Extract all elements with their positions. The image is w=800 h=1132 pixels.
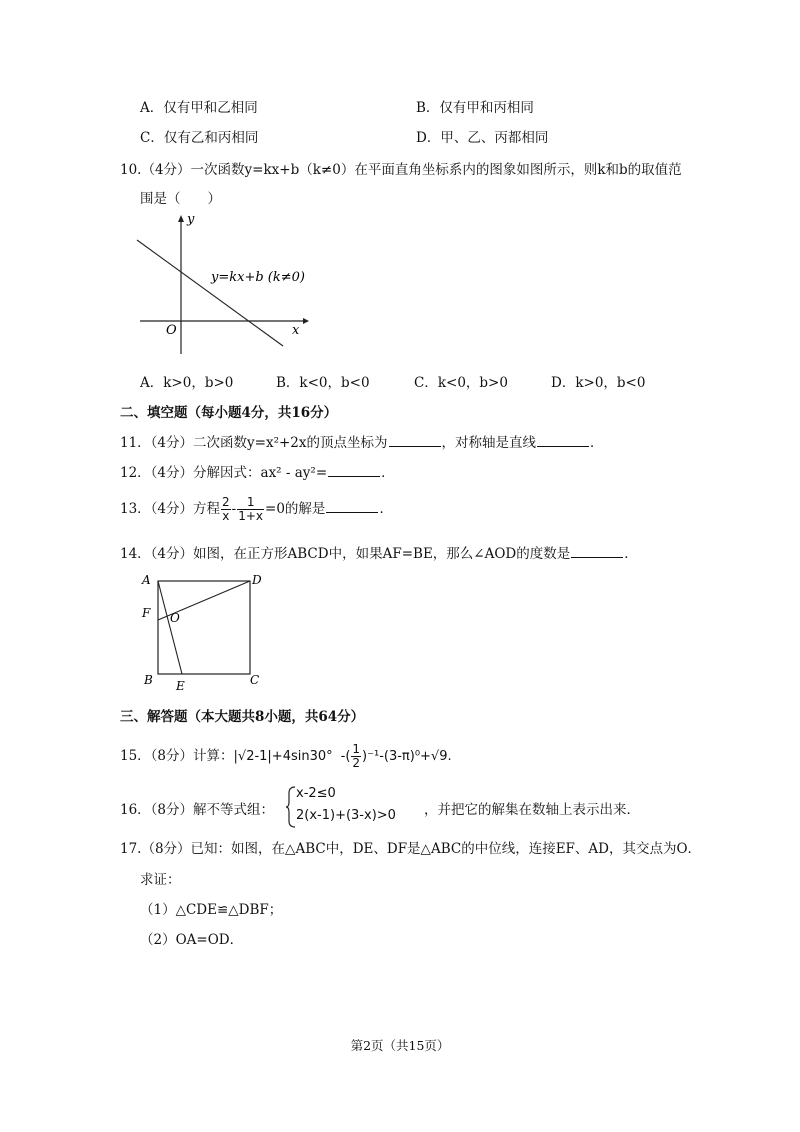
origin-label: O [166, 323, 177, 338]
label-o: O [170, 611, 180, 625]
x-axis-arrow [303, 318, 309, 324]
q10-linear-function-graph [135, 210, 310, 358]
line-equation-label: y=kx+b (k≠0) [211, 270, 305, 285]
label-a: A [142, 573, 151, 587]
q13-minus: - [231, 501, 237, 517]
section3-title: 三、解答题（本大题共8小题，共64分） [120, 709, 365, 725]
page-footer: 第2页（共15页） [350, 1038, 450, 1053]
q9-option-c: C．仅有乙和丙相同 [140, 130, 259, 146]
q10-option-c: C．k<0，b>0 [414, 375, 508, 391]
q12-suffix: ． [381, 465, 395, 481]
q13 [120, 496, 393, 523]
q10-option-d: D．k>0，b<0 [551, 375, 646, 391]
q11-prefix: 11．（4分）二次函数y=x²+2x的顶点坐标为 [120, 435, 388, 451]
function-line [137, 240, 283, 346]
q10-option-a: A．k>0，b>0 [140, 375, 234, 391]
q11-blank-1 [389, 434, 441, 447]
q14-prefix: 14．（4分）如图，在正方形ABCD中，如果AF=BE，那么∠AOD的度数是 [120, 546, 571, 562]
y-axis-arrow [178, 215, 184, 222]
q16-prefix: 16．（8分）解不等式组： [120, 802, 275, 818]
label-e: E [176, 679, 185, 693]
q15 [120, 743, 452, 770]
q9-option-a: A．仅有甲和乙相同 [140, 100, 258, 116]
q13-suffix: ． [379, 501, 393, 517]
q10-stem-line2: 围是（ ） [140, 191, 221, 207]
q12-blank [328, 464, 380, 477]
label-f: F [142, 606, 151, 620]
q15-expr-3: )⁻¹-(3-π)⁰+√9. [362, 749, 452, 764]
q14-blank [571, 545, 623, 558]
q15-expr-2: -( [340, 749, 351, 764]
q15-prefix: 15．（8分）计算： [120, 748, 234, 764]
q12-prefix: 12．（4分）分解因式：ax² - ay²= [120, 465, 328, 481]
q16-suffix: ，并把它的解集在数轴上表示出来． [424, 802, 640, 818]
square-abcd [158, 581, 250, 674]
segment-ae [158, 581, 182, 674]
q14-suffix: ． [624, 546, 638, 562]
q15-fraction: $\frac{1}{2}$ [352, 742, 361, 770]
q14 [120, 545, 638, 563]
q17-line1: 17.（8分）已知：如图，在△ABC中，DE、DF是△ABC的中位线，连接EF、AD，其交点为O． [120, 841, 702, 857]
q11-blank-2 [537, 434, 589, 447]
q10-stem-line1: 10.（4分）一次函数y=kx+b（k≠0）在平面直角坐标系内的图象如图所示，则k和b的取值范 [120, 162, 682, 178]
q13-fraction-1: $\frac{2}{x}$ [222, 495, 230, 523]
label-d: D [252, 573, 262, 587]
q13-prefix: 13．（4分）方程 [120, 501, 221, 517]
q15-expr-1: |√2-1|+4sin30° [233, 749, 333, 764]
q13-fraction-2: $\frac{1}{1+x}$ [238, 495, 264, 523]
q12 [120, 464, 395, 482]
q14-square-figure [138, 570, 268, 694]
q9-option-d: D．甲、乙、丙都相同 [416, 130, 549, 146]
q17-line2: 求证： [140, 872, 181, 888]
x-axis-label: x [292, 323, 300, 338]
q13-middle: =0的解是 [265, 501, 326, 517]
section2-title: 二、填空题（每小题4分，共16分） [120, 405, 338, 421]
q9-option-b: B．仅有甲和丙相同 [416, 100, 534, 116]
label-c: C [250, 673, 260, 687]
label-b: B [144, 673, 153, 687]
q11 [120, 434, 604, 452]
q16-inequality-1: x-2≤0 [296, 786, 336, 801]
q17-line4: （2）OA=OD． [140, 932, 244, 948]
y-axis-label: y [187, 212, 195, 227]
q11-suffix: ． [590, 435, 604, 451]
q16-inequality-2: 2(x-1)+(3-x)>0 [296, 808, 396, 823]
q10-option-b: B．k<0，b<0 [276, 375, 370, 391]
q17-line3: （1）△CDE≌△DBF； [140, 902, 283, 918]
q13-blank [326, 500, 378, 513]
q11-middle: ，对称轴是直线 [441, 435, 536, 451]
